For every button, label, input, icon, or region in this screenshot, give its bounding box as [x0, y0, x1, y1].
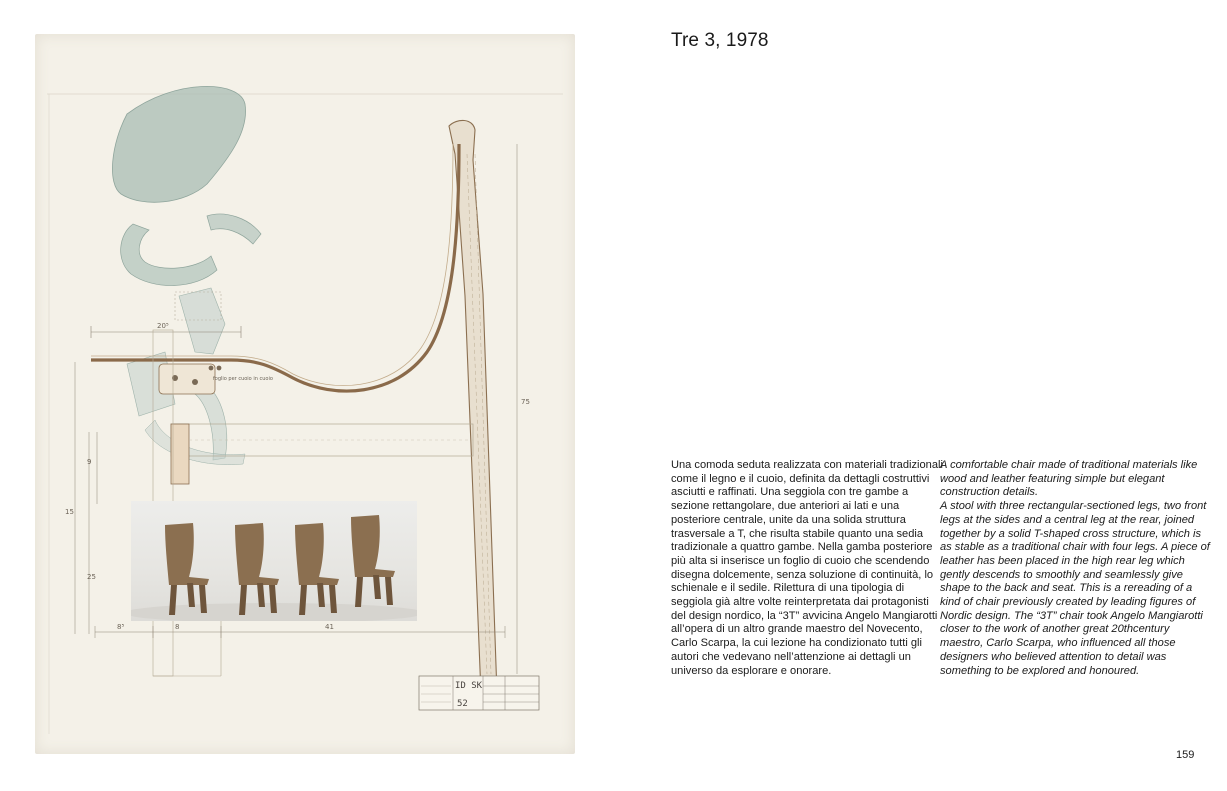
english-description	[940, 459, 1212, 678]
dim-base-right: 41	[325, 623, 334, 631]
dim-seat-width: 20⁵	[157, 322, 169, 330]
dim-height: 75	[521, 398, 530, 406]
dim-lower: 25	[87, 573, 96, 581]
cross-beam-section	[171, 424, 189, 484]
dim-upper: 9	[87, 458, 92, 466]
stamp-number: 52	[457, 699, 468, 709]
seat-note: foglio per cuoio in cuoio	[213, 376, 273, 382]
page-number: 159	[1176, 749, 1195, 761]
title-block-stamp	[419, 676, 539, 710]
technical-drawing-plate	[35, 34, 575, 754]
photo-chair	[235, 523, 279, 615]
sketch-seat-shell	[112, 86, 245, 202]
sketch-armrest	[121, 224, 217, 286]
dim-base-left: 8⁵	[117, 623, 125, 631]
sketch-bracket	[207, 214, 261, 244]
stamp-code: ID SK	[455, 681, 483, 691]
italian-paragraph: Una comoda seduta realizzata con materiali tradizionali come il legno e il cuoio, definita da dettagli costruttivi asciutti e raffinati. Una seggiola con tre gambe a sezione rettangolare, due anteriori ai lati e una posteriore centrale, unite da una solida struttura trasversale a T, che risulta stabile quanto una sedia tradizionale a quattro gambe. Nella gamba posteriore più alta si inserisce un foglio di cuoio che scendendo disegna dolcemente, senza soluzione di continuità, lo schienale e il sedile. Rilettura di una tipologia di seggiola già altre volte reinterpretata dai protagonisti del design nordico, la “3T” avvicina Angelo Mangiarotti all’opera di un altro grande maestro del Novecento, Carlo Scarpa, la cui lezione ha condizionato tutti gli autori che vedevano nell’attenzione ai dettagli un universo da esplorare e onorare.	[671, 459, 943, 677]
photo-chair	[165, 523, 209, 615]
dim-mid: 15	[65, 508, 74, 516]
photo-chair	[351, 515, 395, 607]
dim-base-mid: 8	[175, 623, 180, 631]
chairs-photograph	[131, 501, 417, 621]
italian-description	[671, 459, 943, 678]
english-paragraph-1: A comfortable chair made of traditional materials like wood and leather featuring simple but elegant construction details.	[940, 459, 1198, 499]
page-title: Tre 3, 1978	[671, 30, 769, 51]
photo-chair	[295, 523, 339, 615]
english-paragraph-2: A stool with three rectangular-sectioned legs, two front legs at the sides and a central leg at the rear, joined together by a solid T-shaped cross structure, which is as stable as a traditional chair with four legs. A piece of leather has been placed in the high rear leg which gently descends to smoothly and seamlessly give shape to the back and seat. This is a rereading of a kind of chair previously created by leading figures of Nordic design. The “3T” chair took Angelo Mangiarotti closer to the work of another great 20thcentury maestro, Carlo Scarpa, who influenced all those designers who believed attention to detail was something to be explored and honoured.	[940, 500, 1210, 677]
chair-technical-drawing	[35, 34, 575, 754]
